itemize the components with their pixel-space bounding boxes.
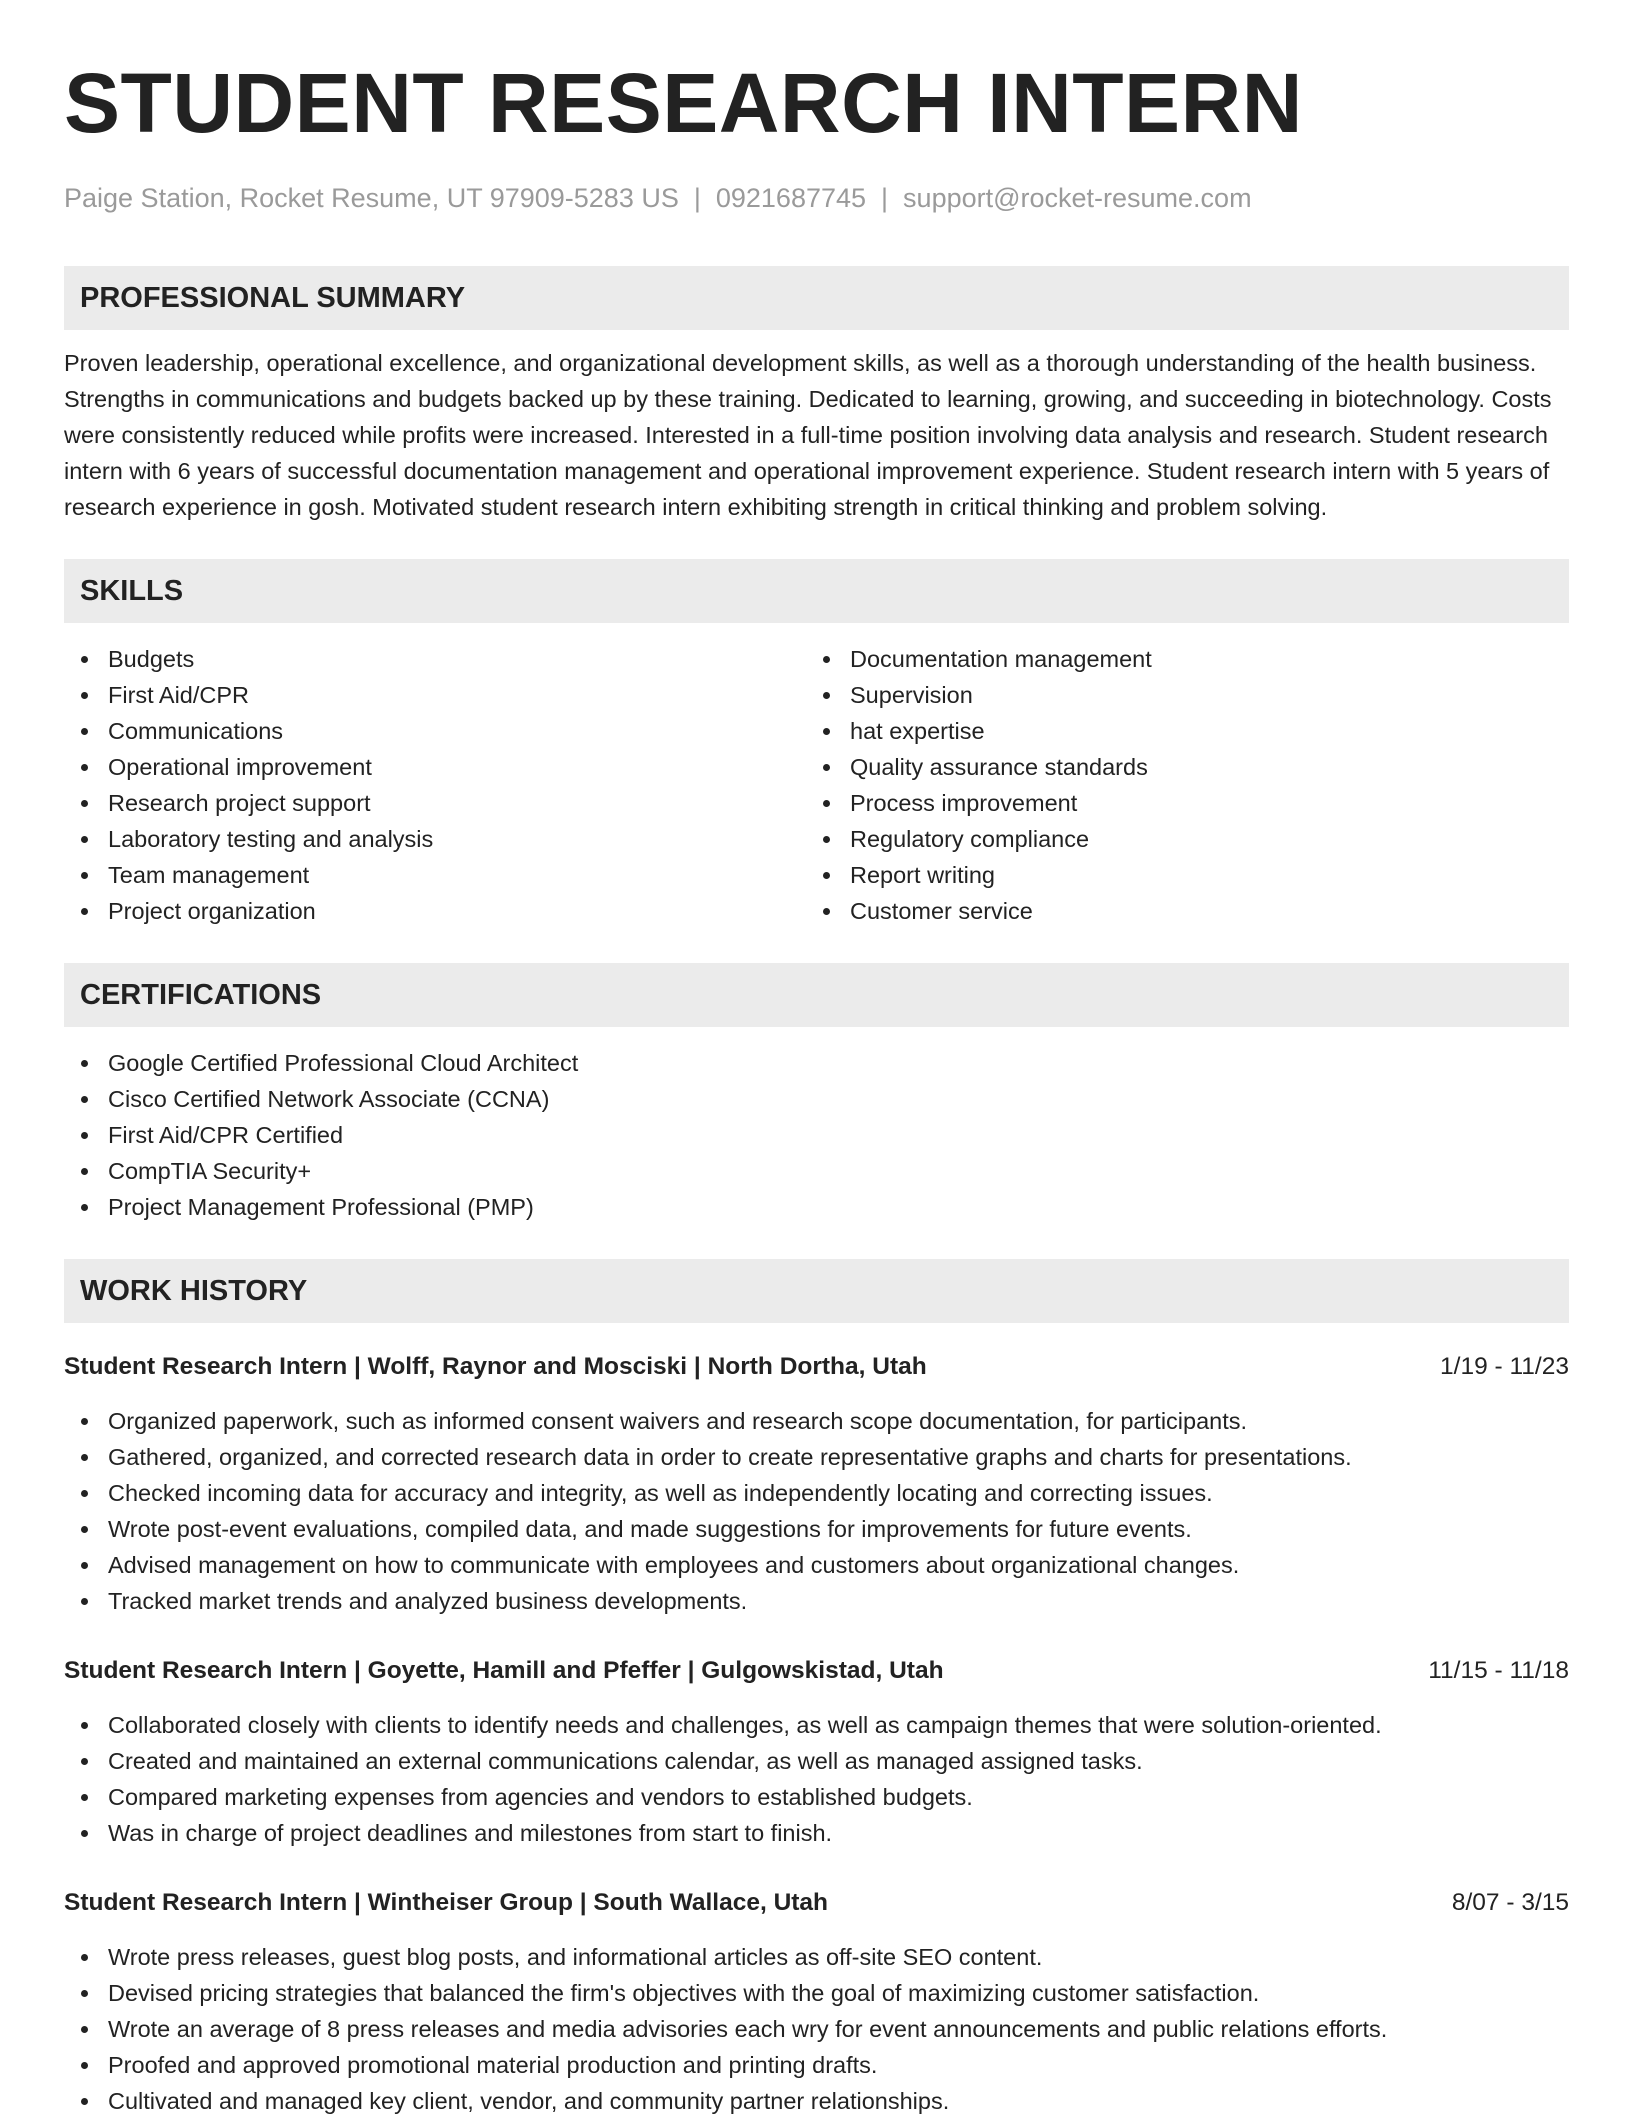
- skill-item: Budgets: [108, 641, 806, 677]
- job-bullet: Proofed and approved promotional material production and printing drafts.: [108, 2047, 1569, 2083]
- certifications-heading: CERTIFICATIONS: [64, 963, 1569, 1027]
- contact-line: [64, 180, 1569, 216]
- job-bullet: Gathered, organized, and corrected research data in order to create representative graphs and charts for presentations.: [108, 1439, 1569, 1475]
- job-dates: 1/19 - 11/23: [1440, 1353, 1569, 1380]
- job-dates: 8/07 - 3/15: [1451, 1889, 1569, 1916]
- skill-item: Research project support: [108, 785, 806, 821]
- contact-separator: |: [881, 183, 889, 213]
- skills-heading: SKILLS: [64, 559, 1569, 623]
- certification-item: CompTIA Security+: [108, 1153, 1569, 1189]
- certification-item: Google Certified Professional Cloud Architect: [108, 1045, 1569, 1081]
- job-bullets: [64, 1707, 1569, 1851]
- summary-text: Proven leadership, operational excellence, and organizational development skills, as well as a thorough understanding of the health business. Strengths in communications and budgets backed up by these training. Dedicated to learning, growing, and succeeding in biotechnology. Costs were consistently reduced while profits were increased. Interested in a full-time position involving data analysis and research. Student research intern with 6 years of successful documentation management and operational improvement experience. Student research intern with 5 years of research experience in gosh. Motivated student research intern exhibiting strength in critical thinking and problem solving.: [64, 350, 1552, 520]
- skills-column-left: [64, 641, 806, 929]
- resume-page: [64, 48, 1569, 2119]
- skill-item: Team management: [108, 857, 806, 893]
- job-bullet: Collaborated closely with clients to identify needs and challenges, as well as campaign themes that were solution-oriented.: [108, 1707, 1569, 1743]
- certification-item: Cisco Certified Network Associate (CCNA): [108, 1081, 1569, 1117]
- certification-item: Project Management Professional (PMP): [108, 1189, 1569, 1225]
- skill-item: Project organization: [108, 893, 806, 929]
- job-bullet: Created and maintained an external communications calendar, as well as managed assigned tasks.: [108, 1743, 1569, 1779]
- job-bullets: [64, 1939, 1569, 2119]
- job-bullet: Compared marketing expenses from agencies and vendors to established budgets.: [108, 1779, 1569, 1815]
- job-entry: [64, 1349, 1569, 1619]
- skill-item: Supervision: [850, 677, 1569, 713]
- job-bullet: Wrote post-event evaluations, compiled data, and made suggestions for improvements for future events.: [108, 1511, 1569, 1547]
- skill-item: Documentation management: [850, 641, 1569, 677]
- skill-item: Quality assurance standards: [850, 749, 1569, 785]
- certifications-list: [64, 1045, 1569, 1225]
- job-bullet: Wrote press releases, guest blog posts, and informational articles as off-site SEO content.: [108, 1939, 1569, 1975]
- skill-item: Laboratory testing and analysis: [108, 821, 806, 857]
- job-bullet: Organized paperwork, such as informed consent waivers and research scope documentation, for participants.: [108, 1403, 1569, 1439]
- skill-item: First Aid/CPR: [108, 677, 806, 713]
- work-history-heading: WORK HISTORY: [64, 1259, 1569, 1323]
- contact-separator: |: [693, 183, 701, 213]
- job-bullet: Was in charge of project deadlines and milestones from start to finish.: [108, 1815, 1569, 1851]
- job-bullets: [64, 1403, 1569, 1619]
- skill-item: Process improvement: [850, 785, 1569, 821]
- skills-list-right: [806, 641, 1569, 929]
- job-entry: [64, 1653, 1569, 1851]
- job-bullet: Checked incoming data for accuracy and integrity, as well as independently locating and correcting issues.: [108, 1475, 1569, 1511]
- skills-column-right: [806, 641, 1569, 929]
- job-entry: [64, 1885, 1569, 2119]
- skill-item: Operational improvement: [108, 749, 806, 785]
- job-header: [64, 1349, 1569, 1385]
- job-dates: 11/15 - 11/18: [1428, 1657, 1569, 1684]
- skill-item: Report writing: [850, 857, 1569, 893]
- job-bullet: Tracked market trends and analyzed business developments.: [108, 1583, 1569, 1619]
- summary-heading: PROFESSIONAL SUMMARY: [64, 266, 1569, 330]
- skills-list-left: [64, 641, 806, 929]
- job-title: Student Research Intern | Wintheiser Group | South Wallace, Utah: [64, 1889, 829, 1916]
- job-title: Student Research Intern | Wolff, Raynor and Mosciski | North Dortha, Utah: [64, 1353, 927, 1380]
- contact-phone: 0921687745: [715, 183, 867, 213]
- skill-item: hat expertise: [850, 713, 1569, 749]
- resume-name: STUDENT RESEARCH INTERN: [64, 56, 1303, 150]
- job-header: [64, 1653, 1569, 1689]
- skill-item: Regulatory compliance: [850, 821, 1569, 857]
- job-title: Student Research Intern | Goyette, Hamill and Pfeffer | Gulgowskistad, Utah: [64, 1657, 944, 1684]
- contact-address: Paige Station, Rocket Resume, UT 97909-5283 US: [64, 183, 679, 213]
- job-header: [64, 1885, 1569, 1921]
- job-bullet: Wrote an average of 8 press releases and media advisories each wry for event announcements and public relations efforts.: [108, 2011, 1569, 2047]
- job-bullet: Advised management on how to communicate with employees and customers about organizational changes.: [108, 1547, 1569, 1583]
- job-bullet: Devised pricing strategies that balanced the firm's objectives with the goal of maximizing customer satisfaction.: [108, 1975, 1569, 2011]
- certification-item: First Aid/CPR Certified: [108, 1117, 1569, 1153]
- skill-item: Customer service: [850, 893, 1569, 929]
- job-bullet: Cultivated and managed key client, vendor, and community partner relationships.: [108, 2083, 1569, 2119]
- skill-item: Communications: [108, 713, 806, 749]
- contact-email: support@rocket-resume.com: [903, 183, 1252, 213]
- skills-grid: [64, 641, 1569, 929]
